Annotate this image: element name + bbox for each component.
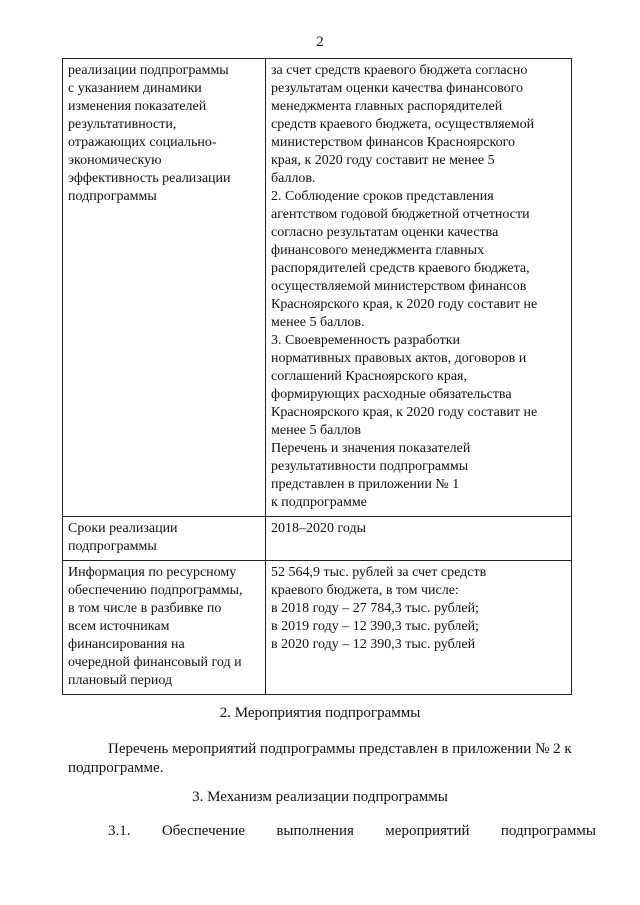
text-line: в 2019 году – 12 390,3 тыс. рублей; [271, 619, 479, 634]
text-line: Перечень мероприятий подпрограммы представлен в приложении № 2 к [108, 741, 572, 757]
text-line: изменения показателей [68, 99, 207, 114]
text-line: нормативных правовых актов, договоров и [271, 351, 527, 366]
text-line: Сроки реализации [68, 521, 178, 536]
text-line: в том числе в разбивке по [68, 601, 222, 616]
table-cell-value [266, 59, 572, 517]
text-line: формирующих расходные обязательства [271, 387, 512, 402]
text-line: представлен в приложении № 1 [271, 477, 460, 492]
table-row [63, 517, 572, 561]
table-cell-label [63, 517, 266, 561]
text-line: финансирования на [68, 637, 185, 652]
text-line: Информация по ресурсному [68, 565, 237, 580]
table-cell-label [63, 59, 266, 517]
text-line: с указанием динамики [68, 81, 202, 96]
text-line: министерством финансов Красноярского [271, 135, 516, 150]
text-line: в 2018 году – 27 784,3 тыс. рублей; [271, 601, 479, 616]
text-line: всем источникам [68, 619, 170, 634]
text-line: экономическую [68, 153, 162, 168]
text-line: 52 564,9 тыс. рублей за счет средств [271, 565, 487, 580]
text-line: менеджмента главных распорядителей [271, 99, 503, 114]
text-line: результативности подпрограммы [271, 459, 469, 474]
text-line: результативности, [68, 117, 177, 132]
text-line: 2. Соблюдение сроков представления [271, 189, 494, 204]
text-line: Перечень и значения показателей [271, 441, 471, 456]
text-line: обеспечению подпрограммы, [68, 583, 243, 598]
section-3-first-line [108, 822, 596, 841]
table-cell-value [266, 517, 572, 561]
text-line: Красноярского края, к 2020 году составит не [271, 297, 538, 312]
passport-table [62, 58, 572, 695]
text-line: в 2020 году – 12 390,3 тыс. рублей [271, 637, 476, 652]
text-line: очередной финансовый год и [68, 655, 242, 670]
text-line: 3. Своевременность разработки [271, 333, 460, 348]
table-cell-label [63, 561, 266, 695]
section-2-heading: 2. Мероприятия подпрограммы [219, 705, 421, 721]
text-line: менее 5 баллов. [271, 315, 365, 330]
text-line: согласно результатам оценки качества [271, 225, 499, 240]
text-line: подпрограмме. [68, 760, 164, 776]
text-word: выполнения [276, 823, 354, 839]
section-2-paragraph [68, 740, 580, 778]
text-line: средств краевого бюджета, осуществляемой [271, 117, 535, 132]
text-line: эффективность реализации [68, 171, 231, 186]
text-line: менее 5 баллов [271, 423, 362, 438]
text-line: соглашений Красноярского края, [271, 369, 467, 384]
text-line: баллов. [271, 171, 316, 186]
text-line: Красноярского края, к 2020 году составит не [271, 405, 538, 420]
text-line: подпрограммы [68, 539, 157, 554]
text-line: края, к 2020 году составит не менее 5 [271, 153, 495, 168]
text-word: Обеспечение [161, 823, 246, 839]
text-line: плановый период [68, 673, 173, 688]
text-line: краевого бюджета, в том числе: [271, 583, 459, 598]
text-line: распорядителей средств краевого бюджета, [271, 261, 530, 276]
section-3-heading: 3. Механизм реализации подпрограммы [192, 789, 448, 805]
text-line: за счет средств краевого бюджета согласно [271, 63, 528, 78]
text-word: подпрограммы [500, 823, 596, 839]
table-row [63, 561, 572, 695]
text-line: реализации подпрограммы [68, 63, 229, 78]
text-line: подпрограммы [68, 189, 157, 204]
text-line: финансового менеджмента главных [271, 243, 485, 258]
text-word: 3.1. [108, 823, 131, 839]
page-number: 2 [316, 34, 324, 50]
text-line: 2018–2020 годы [271, 521, 367, 536]
table-cell-value [266, 561, 572, 695]
text-line: отражающих социально- [68, 135, 217, 150]
text-line: результатам оценки качества финансового [271, 81, 524, 96]
text-line: агентством годовой бюджетной отчетности [271, 207, 530, 222]
text-word: мероприятий [385, 823, 470, 839]
table-row [63, 59, 572, 517]
text-line: осуществляемой министерством финансов [271, 279, 527, 294]
text-line: к подпрограмме [271, 495, 367, 510]
